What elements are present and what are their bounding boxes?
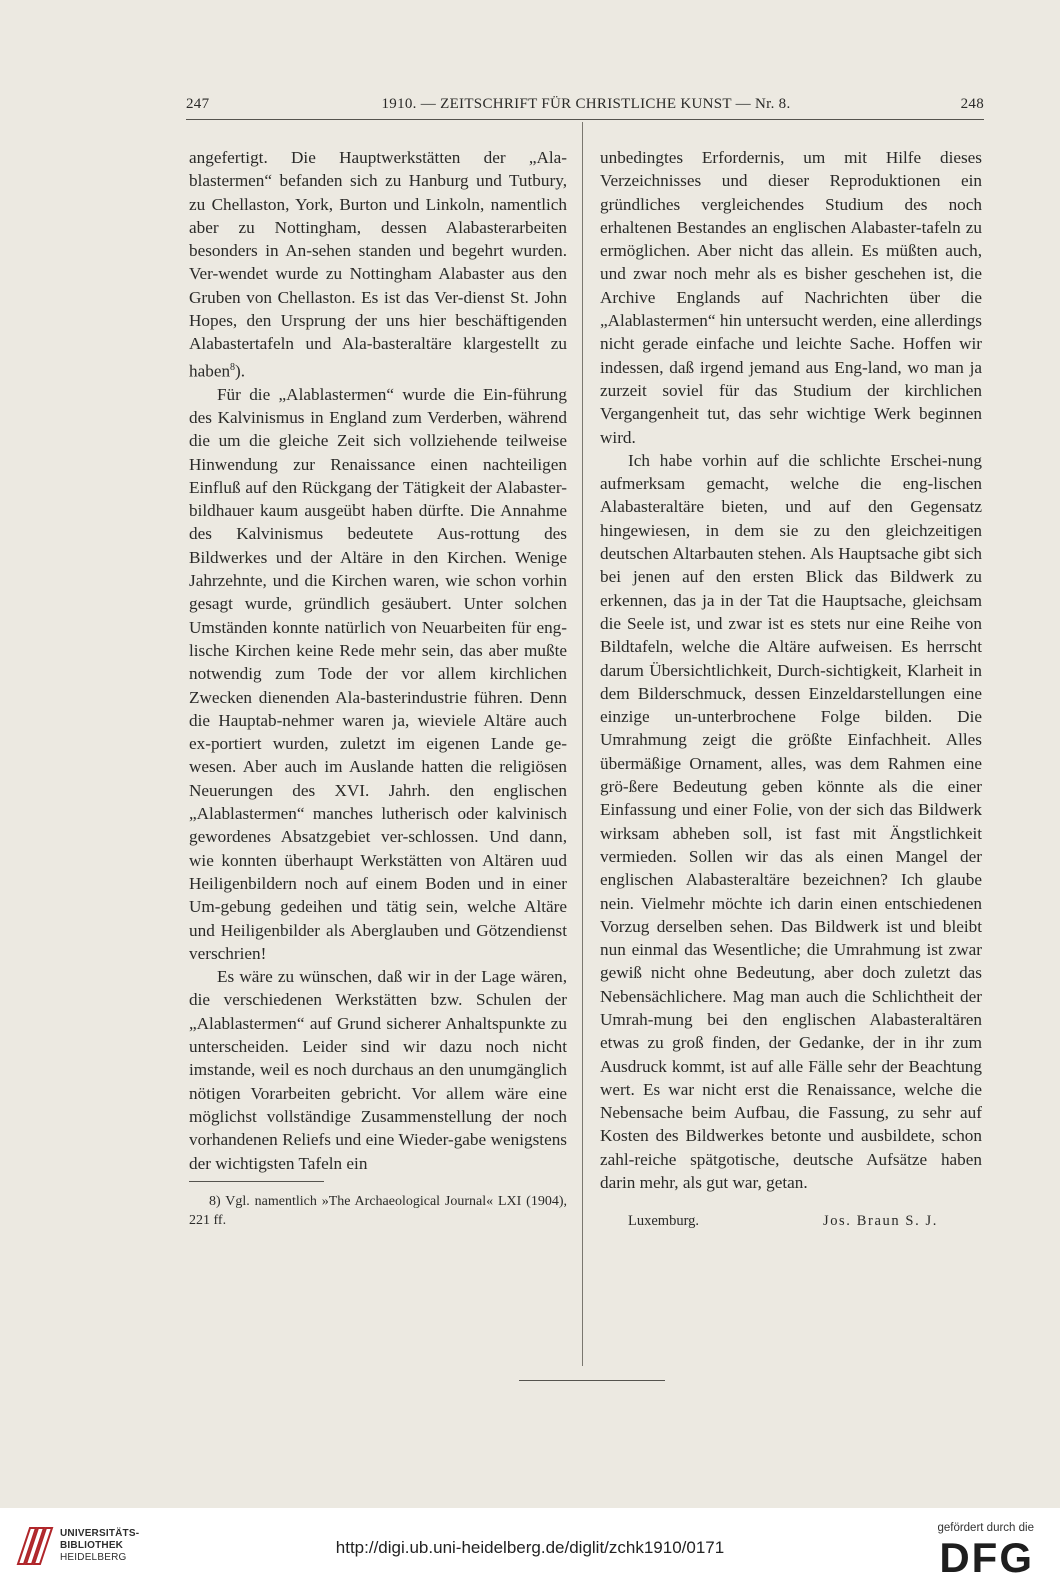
permalink-url[interactable]: http://digi.ub.uni-heidelberg.de/diglit/zchk1910/0171 (335, 1538, 725, 1557)
end-rule (519, 1380, 665, 1381)
sponsor (937, 1522, 1034, 1581)
paragraph: unbedingtes Erfordernis, um mit Hilfe dieses Verzeichnisses und dieser Reproduktionen ein gründliches vergleichendes Studium des noch erhaltenen Bestandes an englischen Alabaster-tafeln zu ermöglichen. Aber nicht das allein. Es müßten auch, und zwar noch mehr als es bisher geschehen ist, die Archive Englands auf Nachrichten über die „Alablastermen“ hin untersucht werden, eine allerdings nicht gerade einfache und leichte Sache. Hoffen wir indessen, daß irgend jemand aus Eng-land, wo man ja zurzeit soviel für das Studium der kirchlichen Vergangenheit tut, das sehr wichtige Werk beginnen wird. (600, 148, 982, 447)
sponsor-label: gefördert durch die (937, 1522, 1034, 1534)
paragraph: Ich habe vorhin auf die schlichte Erschei-nung aufmerksam gemacht, welche die eng-lischen Alabasteraltäre bieten, und auf den Gegensatz hingewiesen, in dem sie zu den gleichzeitigen deutschen Altarbauten stehen. Als Hauptsache gibt sich bei jenen auf den ersten Blick das Bildwerk zu erkennen, das ja in der Tat die Hauptsache, gleichsam die Seele ist, und zwar ist es stets nur eine Reihe von Bildtafeln, welche die Altäre aufweisen. Es herrscht darum Übersichtlichkeit, Durch-sichtigkeit, Klarheit in dem Bilderschmuck, dessen Einzeldarstellungen eine einzige un-unterbrochene Folge bilden. Die Umrahmung zeigt die größte Einfachheit. Alles übermäßige Ornament, alles, was dem Rahmen eine grö-ßere Bedeutung geben könnte als die einer Einfassung und einer Folie, von der sich das Bildwerk wirksam abheben soll, ist fast mit Ängstlichkeit vermieden. Sollen wir das als einen Mangel der englischen Alabasteraltäre bezeichnen? Ich glaube nein. Vielmehr möchte ich darin einen entschiedenen Vorzug derselben sehen. Das Bildwerk ist und bleibt nun einmal das Wesentliche; die Umrahmung ist zwar gewiß nicht ohne Bedeutung, aber doch zuletzt das Nebensächlichere. Mag man auch die Schlichtheit der Umrah-mung bei den englischen Alabasteraltären etwas zu groß finden, der Gedanke, der in ihr zum Ausdruck kommt, ist auf alle Fälle sehr der Beachtung wert. Es war nicht erst die Renaissance, welche die Nebensache beim Aufbau, die Fassung, zu sehr auf Kosten des Bildwerkes betonte und ausbildete, schon zahl-reiche spätgotische, deutsche Aufsätze haben darin mehr, als gut war, getan. (600, 450, 982, 1193)
paragraph: Für die „Alablastermen“ wurde die Ein-führung des Kalvinismus in England zum Verderben, während die um die gleiche Zeit sich vollziehende teilweise Hinwendung zur Renaissance einen nachteiligen Einfluß auf den Rückgang der Tätigkeit der Alabaster-bildhauer kaum ausgeübt haben dürfte. Die Annahme des Kalvinismus bedeutete Aus-rottung des Bildwerkes und der Altäre in den Kirchen. Wenige Jahrzehnte, und die Kirchen waren, wie schon vorhin gesagt wurde, gründlich gesäubert. Unter solchen Umständen konnte natürlich von Neuarbeiten für eng-lische Kirchen keine Rede mehr sein, das aber mußte notwendig zum Tode der vor allem kirchlichen Zwecken dienenden Ala-basterindustrie führen. Denn die Hauptab-nehmer waren ja, wieviele Altäre auch ex-portiert wurden, zuletzt im eigenen Lande ge-wesen. Aber auch im Auslande hatten die religiösen Neuerungen des XVI. Jahrh. den englischen „Alablastermen“ manches lutherisch oder kalvinisch gewordenes Absatzgebiet ver-schlossen. Und dann, wie konnten überhaupt Werkstätten von Altären uud Heiligenbildern noch auf einem Boden und in einer Um-gebung gedeihen und tätig sein, welche Altäre und Heiligenbilder als Aberglauben und Götzendienst verschrien! (189, 384, 567, 963)
header-rule (186, 119, 984, 120)
footnote (189, 1181, 567, 1230)
signature (600, 1210, 982, 1232)
footnote-ref: 8 (230, 361, 236, 373)
dfg-logo: DFG (939, 1534, 1034, 1581)
page-number-right: 248 (960, 96, 984, 112)
signature-place: Luxemburg. (628, 1213, 700, 1230)
right-column (600, 146, 982, 1232)
digitization-footer (0, 1508, 1060, 1584)
page-number-left: 247 (186, 96, 210, 112)
paragraph: angefertigt. Die Hauptwerkstätten der „Ala-blastermen“ befanden sich zu Hanburg und Tutbury, zu Chellaston, York, Burton und Linkoln, namentlich aber zu Nottingham, dessen Alabasterarbeiten besonders in An-sehen standen und begehrt wurden. Ver-wendet wurde zu Nottingham Alabaster aus den Gruben von Chellaston. Es ist das Ver-dienst St. John Hopes, den Ursprung der uns hier beschäftigenden Alabastertafeln und Ala-basteraltäre klargestellt zu haben$^8$). (189, 148, 567, 381)
footnote-text: 8) Vgl. namentlich »The Archaeological Journal« LXI (1904), 221 ff. (189, 1193, 567, 1228)
library-logo-text: UNIVERSITÄTS- BIBLIOTHEK HEIDELBERG (60, 1528, 140, 1563)
running-header (186, 96, 986, 118)
column-divider (582, 122, 583, 1366)
left-column (189, 146, 567, 1230)
signature-author: Jos. Braun S. J. (822, 1213, 938, 1230)
paragraph: Es wäre zu wünschen, daß wir in der Lage wären, die verschiedenen Werkstätten bzw. Schulen der „Alablastermen“ auf Grund sicherer Anhaltspunkte zu unterscheiden. Leider sind wir dazu noch nicht imstande, weil es noch durchaus an den unumgänglich nötigen Vorarbeiten gebricht. Vor allem wäre eine möglichst vollständige Zusammenstellung der noch vorhandenen Reliefs und eine Wieder-gabe wenigstens der wichtigsten Tafeln ein (189, 967, 567, 1173)
journal-title: 1910. — ZEITSCHRIFT FÜR CHRISTLICHE KUNST — Nr. 8. (381, 96, 791, 112)
